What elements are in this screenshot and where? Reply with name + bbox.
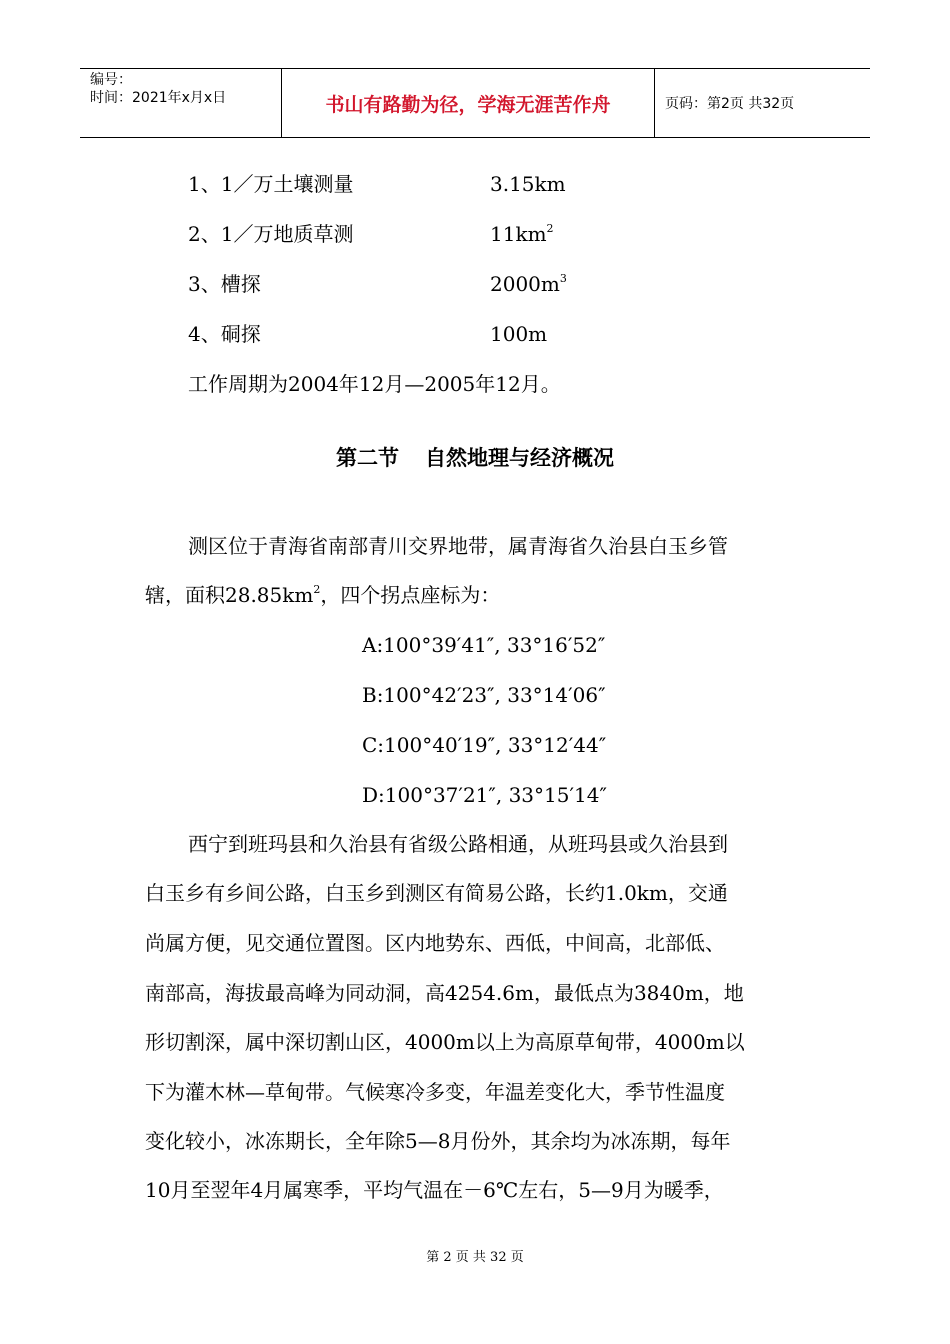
work-item-qty: 3.15km	[490, 172, 566, 196]
paragraph-line: 辖，面积$28.85km^2$，四个拐点座标为：	[145, 583, 501, 607]
work-item-qty: 100m	[490, 322, 548, 346]
section-title: 自然地理与经济概况	[425, 446, 614, 470]
coordinate-line: C:100°40′19″, 33°12′44″	[362, 733, 607, 757]
header-meta-cell	[80, 69, 282, 137]
paragraph-line: 尚属方便，见交通位置图。区内地势东、西低，中间高，北部低、	[145, 931, 725, 955]
work-item-qty: $11km^2$	[490, 222, 554, 246]
paragraph-line: 南部高，海拔最高峰为同动洞，高4254.6m，最低点为3840m，地	[145, 981, 744, 1005]
page-footer: 第 2 页 共 32 页	[426, 1250, 524, 1265]
paragraph-line: 变化较小，冰冻期长，全年除5—8月份外，其余均为冰冻期，每年	[145, 1129, 731, 1153]
section-number: 第二节	[336, 446, 399, 470]
time-label: 时间：2021年x月x日	[90, 90, 227, 106]
work-item-name: 2、1／万地质草测	[188, 222, 354, 246]
coordinate-line: A:100°39′41″, 33°16′52″	[362, 633, 606, 657]
paragraph-line: 下为灌木林—草甸带。气候寒冷多变，年温差变化大，季节性温度	[145, 1080, 725, 1104]
header-page-info: 页码：第2页 共32页	[665, 96, 795, 112]
number-label: 编号：	[90, 72, 132, 88]
paragraph-line: 测区位于青海省南部青川交界地带，属青海省久治县白玉乡管	[188, 534, 728, 558]
work-item-name: 3、槽探	[188, 272, 261, 296]
coordinate-line: D:100°37′21″, 33°15′14″	[362, 783, 607, 807]
document-header	[80, 68, 870, 138]
work-item-name: 1、1／万土壤测量	[188, 172, 354, 196]
paragraph-line: 形切割深，属中深切割山区，4000m以上为高原草甸带，4000m以	[145, 1030, 745, 1054]
paragraph-line: 西宁到班玛县和久治县有省级公路相通，从班玛县或久治县到	[188, 832, 728, 856]
paragraph-line: 白玉乡有乡间公路，白玉乡到测区有简易公路，长约1.0km，交通	[145, 881, 728, 905]
header-motto: 书山有路勤为径，学海无涯苦作舟	[282, 69, 655, 137]
paragraph-line: 10月至翌年4月属寒季，平均气温在－6℃左右，5—9月为暖季，	[145, 1178, 724, 1202]
coordinate-line: B:100°42′23″, 33°14′06″	[362, 683, 606, 707]
work-item-name: 4、硐探	[188, 322, 261, 346]
work-item-qty: $2000m^3$	[490, 272, 567, 296]
work-period: 工作周期为2004年12月—2005年12月。	[188, 372, 561, 396]
section-heading	[0, 442, 950, 472]
